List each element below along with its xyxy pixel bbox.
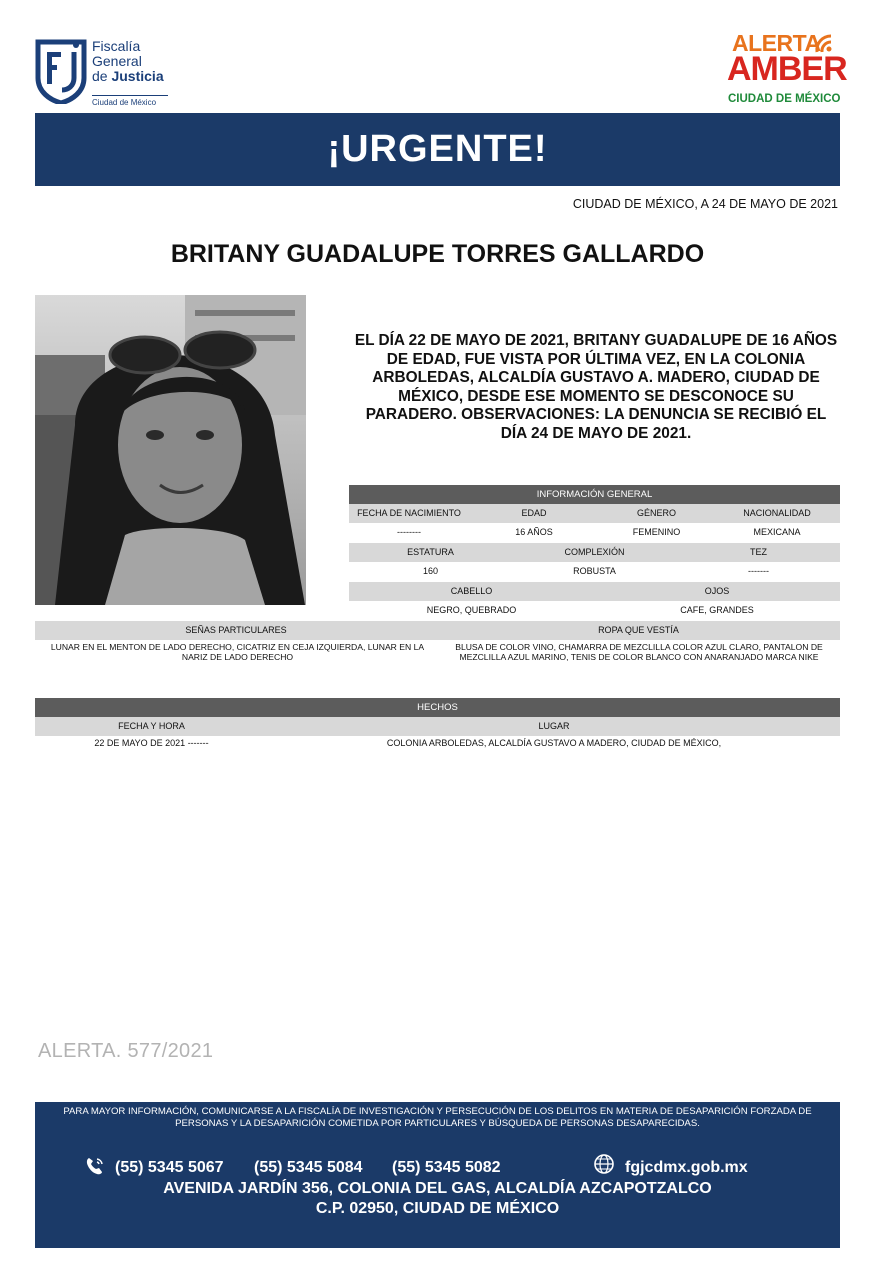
missing-person-photo xyxy=(35,295,306,605)
info-row1-headers xyxy=(349,504,840,523)
urgent-title: ¡URGENTE! xyxy=(327,128,548,170)
fgj-logo xyxy=(34,34,184,110)
senas-ropa-header xyxy=(35,621,840,640)
value-lugar: COLONIA ARBOLEDAS, ALCALDÍA GUSTAVO A MADERO, CIUDAD DE MÉXICO, xyxy=(386,738,722,748)
address-line: AVENIDA JARDÍN 356, COLONIA DEL GAS, ALCALDÍA AZCAPOTZALCO xyxy=(163,1180,712,1197)
header-edad: EDAD xyxy=(521,508,547,518)
person-name: BRITANY GUADALUPE TORRES GALLARDO xyxy=(170,240,705,268)
value-fecha-hora: 22 DE MAYO DE 2021 ------- xyxy=(94,738,209,748)
amber-line3: CIUDAD DE MÉXICO xyxy=(728,93,841,105)
value-estatura: 160 xyxy=(422,566,439,576)
fgj-line3-bold: Justicia xyxy=(111,68,164,84)
header-nacionalidad: NACIONALIDAD xyxy=(743,508,811,518)
phone-icon xyxy=(85,1156,105,1176)
amber-line2: AMBER xyxy=(727,50,847,88)
senas-text: LUNAR EN EL MENTON DE LADO DERECHO, CICATRIZ EN CEJA IZQUIERDA, LUNAR EN LA NARIZ DE LADO DERECHO xyxy=(50,642,425,662)
header-genero: GÉNERO xyxy=(636,508,676,518)
value-fecha-nacimiento: -------- xyxy=(397,527,421,537)
info-row2-headers xyxy=(349,543,840,562)
value-cabello: NEGRO, QUEBRADO xyxy=(426,605,517,615)
hechos-section xyxy=(35,698,840,755)
fgj-shield-icon xyxy=(34,38,88,104)
footer-info-text: PARA MAYOR INFORMACIÓN, COMUNICARSE A LA FISCALÍA DE INVESTIGACIÓN Y PERSECUCIÓN DE LOS DELITOS EN MATERIA DE DESAPARICIÓN FORZADA DE PERSONAS Y LA DESAPARICIÓN COMETIDA POR PARTICULARES Y BÚSQUEDA DE PERSONAS DESAPARECIDAS. xyxy=(63,1106,812,1129)
hechos-title: HECHOS xyxy=(35,698,840,717)
amber-alert-logo xyxy=(724,30,847,110)
alert-number: ALERTA. 577/2021 xyxy=(38,1040,214,1062)
header-complexion: COMPLEXIÓN xyxy=(564,547,625,557)
fgj-line1: Fiscalía xyxy=(92,38,141,54)
fgj-subtitle: Ciudad de México xyxy=(92,95,168,107)
ropa-text: BLUSA DE COLOR VINO, CHAMARRA DE MEZCLILLA COLOR AZUL CLARO, PANTALON DE MEZCLILLA AZUL MARINO, TENIS DE COLOR BLANCO CON ANARANJADO MARCA NIKE xyxy=(455,642,823,662)
fgj-line3 xyxy=(92,69,164,84)
header-estatura: ESTATURA xyxy=(407,547,454,557)
info-title: INFORMACIÓN GENERAL xyxy=(349,485,840,504)
header-tez: TEZ xyxy=(750,547,767,557)
fgj-line3-prefix: de xyxy=(92,68,108,84)
hechos-headers xyxy=(35,717,840,736)
hechos-values xyxy=(35,736,840,755)
urgent-banner xyxy=(35,113,840,186)
value-tez: ------- xyxy=(748,566,769,576)
description-text: EL DÍA 22 DE MAYO DE 2021, BRITANY GUADALUPE DE 16 AÑOS DE EDAD, FUE VISTA POR ÚLTIMA VEZ, EN LA COLONIA ARBOLEDAS, ALCALDÍA GUSTAVO A. MADERO, CIUDAD DE MÉXICO, DESDE ESE MOMENTO SE DESCONOCE SU PARADERO. OBSERVACIONES: LA DENUNCIA SE RECIBIÓ EL DÍA 24 DE MAYO DE 2021. xyxy=(354,332,838,442)
header-fecha-nacimiento: FECHA DE NACIMIENTO xyxy=(357,508,461,518)
info-row3-headers xyxy=(349,582,840,601)
phone-2[interactable]: (55) 5345 5084 xyxy=(254,1159,363,1176)
info-row2-values xyxy=(349,562,840,581)
fgj-line2: General xyxy=(92,53,142,69)
value-ojos: CAFE, GRANDES xyxy=(680,605,754,615)
value-edad: 16 AÑOS xyxy=(515,527,553,537)
value-nacionalidad: MEXICANA xyxy=(753,527,801,537)
header-ojos: OJOS xyxy=(704,586,730,596)
info-row1-values xyxy=(349,523,840,542)
phone-1[interactable]: (55) 5345 5067 xyxy=(115,1159,224,1176)
info-row3-values xyxy=(349,601,840,620)
value-complexion: ROBUSTA xyxy=(573,566,616,576)
value-genero: FEMENINO xyxy=(632,527,681,537)
footer xyxy=(35,1102,840,1248)
header-senas: SEÑAS PARTICULARES xyxy=(185,625,287,635)
header-cabello: CABELLO xyxy=(450,586,493,596)
website-link[interactable]: fgjcdmx.gob.mx xyxy=(625,1159,748,1176)
header-lugar: LUGAR xyxy=(538,721,570,731)
amber-line1: ALERTA xyxy=(732,30,821,56)
postal-line: C.P. 02950, CIUDAD DE MÉXICO xyxy=(315,1200,560,1217)
info-table xyxy=(349,485,840,620)
header-ropa: ROPA QUE VESTÍA xyxy=(598,625,679,635)
header-fecha-hora: FECHA Y HORA xyxy=(118,721,185,731)
globe-icon xyxy=(593,1153,615,1175)
phone-3[interactable]: (55) 5345 5082 xyxy=(392,1159,501,1176)
date-line: CIUDAD DE MÉXICO, A 24 DE MAYO DE 2021 xyxy=(572,197,838,211)
